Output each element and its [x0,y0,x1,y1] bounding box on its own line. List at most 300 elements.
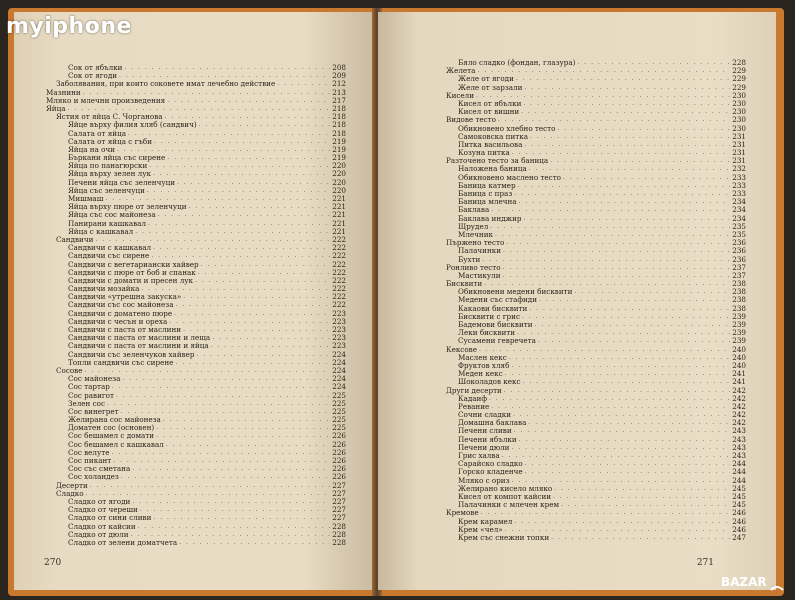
toc-leader-dots [175,301,330,309]
toc-leader-dots [561,501,730,509]
toc-entry-title: Желирано кисело мляко [458,483,553,493]
toc-entry-page: 230 [732,98,746,108]
logo-swoosh-icon [771,587,783,590]
toc-entry-page: 239 [732,328,746,338]
toc-leader-dots [503,264,730,272]
toc-entry-title: Крем «чел» [458,524,503,534]
toc-leader-dots [511,362,730,370]
toc-entry-page: 234 [732,205,746,215]
toc-entry-page: 227 [332,513,346,523]
toc-entry-page: 220 [332,161,346,171]
toc-entry-title: Шоколадов кекс [458,377,521,387]
toc-leader-dots [167,154,330,162]
toc-entry-title: Печени сливи [458,426,512,436]
toc-leader-dots [529,305,730,313]
toc-entry [436,59,746,67]
toc-entry-title: Козуна питка [458,148,510,158]
toc-leader-dots [551,534,730,542]
toc-entry-title: Сос равигот [68,390,114,400]
toc-leader-dots [135,228,330,236]
toc-entry-title: Видове тесто [446,115,496,125]
toc-entry-page: 243 [732,426,746,436]
toc-entry-page: 240 [732,360,746,370]
toc-entry-title: Сладко от дюли [68,529,129,539]
toc-entry-title: Самоковска питка [458,131,528,141]
toc-entry-page: 236 [732,238,746,248]
toc-entry-title: Обикновено хлебно тесто [458,123,556,133]
toc-entry-page: 241 [732,369,746,379]
toc-leader-dots [481,509,730,517]
toc-entry-title: Яйца върху зелен лук [68,169,151,179]
toc-entry-title: Обикновени медени бисквити [458,287,573,297]
toc-entry [46,359,346,367]
toc-leader-dots [516,75,730,83]
toc-entry-title: Бъркани яйца със сирене [68,153,166,163]
toc-entry-title: Горско кладенче [458,467,523,477]
toc-entry-page: 243 [732,442,746,452]
toc-entry-title: Сандвичи с паста от маслини и леща [68,333,211,343]
toc-leader-dots [557,125,730,133]
toc-entry [436,501,746,509]
toc-entry-title: Сладко от зелени доматчета [68,537,178,547]
toc-entry-page: 228 [732,58,746,67]
toc-entry-page: 222 [332,267,346,277]
toc-leader-dots [518,182,730,190]
toc-entry-page: 226 [332,439,346,449]
toc-entry [46,97,346,105]
toc-leader-dots [523,378,730,386]
toc-entry [46,473,346,481]
toc-leader-dots [156,432,330,440]
toc-entry-page: 219 [332,153,346,163]
toc-leader-dots [128,130,330,138]
toc-entry-page: 241 [732,377,746,387]
toc-entry-title: Сос велуте [68,447,110,457]
toc-entry-page: 238 [732,279,746,289]
toc-entry-title: Яйца със сос майонеза [68,210,156,220]
toc-leader-dots [574,288,730,296]
toc-entry-title: Грис халва [458,451,500,460]
toc-entry-page: 245 [732,500,746,510]
toc-entry-page: 238 [732,295,746,305]
toc-leader-dots [175,359,330,367]
toc-entry-page: 240 [732,352,746,362]
toc-leader-dots [479,346,730,354]
toc-entry-title: Зелен сос [68,398,106,408]
toc-leader-dots [504,387,730,395]
toc-entry-title: Желе от ягоди [458,74,514,84]
toc-entry-page: 246 [732,524,746,534]
toc-entry-title: Ревание [458,401,490,411]
toc-leader-dots [153,244,330,252]
toc-entry-page: 244 [732,467,746,477]
toc-entry-page: 234 [732,197,746,207]
toc-entry-page: 225 [332,423,346,433]
toc-entry-title: Сандвичи с домати и пресен лук [68,275,194,285]
toc-entry-page: 242 [732,393,746,403]
toc-entry-page: 218 [332,120,346,130]
toc-entry-page: 221 [332,202,346,212]
toc-entry [436,534,746,542]
toc-entry-page: 229 [732,74,746,84]
toc-entry-title: Баклава [458,205,490,215]
toc-entry-page: 226 [332,456,346,465]
toc-leader-dots [124,64,330,72]
toc-entry-page: 242 [732,385,746,395]
toc-entry-page: 228 [332,521,346,531]
toc-leader-dots [199,121,330,129]
toc-entry-title: Крем карамел [458,516,513,526]
toc-leader-dots [167,97,330,105]
toc-leader-dots [147,187,330,195]
toc-entry-page: 225 [332,398,346,408]
toc-entry-page: 219 [332,144,346,154]
toc-entry-page: 243 [732,434,746,444]
toc-entry-page: 227 [332,480,346,490]
toc-entry-title: Желета [446,66,476,76]
toc-entry-title: Сандвичи с пюре от боб и спанак [68,267,196,277]
toc-entry-title: Сандвичи със сос майонеза [68,300,174,310]
toc-leader-dots [158,211,330,219]
toc-entry-title: Питка васильова [458,139,523,149]
toc-leader-dots [490,223,730,231]
toc-entry-page: 242 [732,401,746,411]
toc-entry-page: 220 [332,169,346,179]
toc-entry-title: Сладко от сини сливи [68,513,152,523]
toc-entry-page: 222 [332,259,346,269]
toc-entry-title: Сладко от ягоди [68,496,131,506]
toc-entry-title: Палачинки с млечен крем [458,500,560,510]
toc-entry-title: Панирани кашкавал [68,218,147,228]
toc-entry-page: 231 [732,148,746,158]
toc-entry-title: Млечник [458,229,494,239]
toc-entry-title: Сос винегрет [68,406,119,416]
toc-entry-title: Домашна баклава [458,418,527,428]
toc-entry-page: 222 [332,275,346,285]
toc-entry-page: 220 [332,185,346,195]
toc-entry-title: Яйца на очи [68,144,116,154]
toc-leader-dots [519,436,730,444]
toc-entry-page: 222 [332,234,346,244]
toc-leader-dots [523,100,730,108]
watermark-text: myiphone [6,14,132,39]
toc-entry-page: 236 [732,246,746,256]
toc-entry-page: 227 [332,488,346,498]
toc-entry-title: Сандвичи с чесън и ореха [68,316,168,326]
toc-leader-dots [513,411,730,419]
toc-leader-dots [524,215,730,223]
toc-entry-page: 235 [732,229,746,239]
toc-entry-page: 244 [732,459,746,469]
toc-entry-title: Топли сандвичи със сирене [68,357,174,367]
toc-entry-page: 224 [332,357,346,367]
toc-entry-title: Маслен кекс [458,352,507,362]
toc-entry-page: 221 [332,226,346,236]
toc-entry-title: Кремове [446,508,479,518]
toc-leader-dots [277,80,330,88]
toc-entry-page: 235 [732,221,746,231]
left-page-number: 270 [44,558,62,568]
toc-leader-dots [174,310,330,318]
toc-entry-title: Какаови бисквити [458,303,528,313]
toc-entry [46,482,346,490]
toc-entry-page: 243 [732,451,746,460]
toc-entry-page: 236 [732,254,746,264]
toc-entry-title: Желе от зарзали [458,82,523,92]
toc-leader-dots [212,334,330,342]
toc-leader-dots [509,354,730,362]
toc-entry-title: Яйце върху филия хляб (сандвич) [68,120,197,130]
toc-leader-dots [563,174,730,182]
toc-entry-page: 217 [332,95,346,105]
toc-leader-dots [514,427,730,435]
toc-entry-title: Яйца върху пюре от зеленчуци [68,202,187,212]
toc-leader-dots [539,296,730,304]
toc-entry-title: Мляко с ориз [458,475,510,485]
toc-entry-title: Заболявания, при които соковете имат лечебно действие [56,79,276,89]
toc-entry-title: Сосове [56,365,83,375]
toc-entry-page: 222 [332,243,346,253]
toc-leader-dots [111,449,330,457]
toc-leader-dots [140,506,330,514]
toc-entry-title: Палачинки [458,246,502,256]
toc-leader-dots [528,419,730,427]
toc-entry-title: Крем със снежни топки [458,532,550,542]
toc-entry-page: 242 [732,410,746,420]
toc-entry-page: 224 [332,374,346,384]
toc-entry-title: Сос бешамел с кашкавал [68,439,164,449]
toc-leader-dots [166,441,330,449]
toc-leader-dots [514,518,730,526]
toc-entry-title: Сладко от череши [68,505,138,515]
toc-entry-title: Пържено тесто [446,238,505,248]
toc-entry-page: 246 [732,508,746,518]
toc-leader-dots [502,452,730,460]
toc-leader-dots [535,321,730,329]
open-book [8,8,784,596]
toc-entry-page: 220 [332,177,346,187]
toc-entry-page: 231 [732,156,746,166]
toc-entry-title: Меден кекс [458,369,503,379]
left-page-contents [46,64,346,547]
toc-entry-page: 239 [732,336,746,346]
toc-entry-title: Баница катмер [458,180,516,190]
toc-entry-title: Сандвичи мозайка [68,284,140,294]
toc-entry-title: Фруктов хляб [458,360,510,370]
toc-entry-page: 231 [732,131,746,141]
toc-entry-title: Печени яйца със зеленчуци [68,177,175,187]
toc-entry-title: Леки бисквити [458,328,516,338]
toc-entry-page: 234 [732,213,746,223]
toc-leader-dots [503,247,730,255]
toc-entry-page: 223 [332,308,346,318]
toc-entry-title: Сандвичи с доматено пюре [68,308,173,318]
toc-entry-page: 221 [332,194,346,203]
toc-entry-title: Баклава инджир [458,213,522,223]
toc-entry-page: 233 [732,180,746,190]
toc-entry-title: Сочни сладки [458,410,512,420]
toc-entry-page: 232 [732,164,746,174]
toc-entry-title: Кадаиф [458,393,487,403]
toc-leader-dots [491,206,730,214]
toc-leader-dots [554,485,730,493]
toc-entry [436,247,746,255]
toc-entry-title: Сос със сметана [68,464,131,474]
toc-entry-title: Сос холандез [68,472,119,482]
toc-entry-page: 226 [332,447,346,457]
toc-entry-page: 237 [732,270,746,280]
toc-entry-page: 227 [332,496,346,506]
toc-leader-dots [132,498,330,506]
toc-entry-title: Салата от яйца [68,128,127,138]
toc-entry-page: 238 [732,287,746,297]
toc-entry-title: Медени със стафиди [458,295,537,305]
toc-entry-title: Кексове [446,344,477,354]
toc-entry-title: Сандвичи [56,234,94,244]
toc-leader-dots [116,392,330,400]
toc-entry-title: Сос тартар [68,382,110,392]
toc-entry-title: Сандвичи със зеленчуков хайвер [68,349,195,359]
toc-entry-title: Сос майонеза [68,374,121,384]
toc-entry-title: Разточено тесто за баница [446,156,549,166]
toc-entry-title: Кисел от ябълки [458,98,522,108]
toc-entry [436,272,746,280]
toc-entry [436,337,746,345]
right-page-contents [436,59,746,542]
toc-entry-title: Сандвичи с паста от маслини [68,325,182,334]
toc-leader-dots [482,256,730,264]
toc-leader-dots [90,482,330,490]
toc-entry-title: Кисел от компот кайсии [458,491,552,501]
toc-leader-dots [519,198,730,206]
toc-leader-dots [177,179,330,187]
toc-leader-dots [525,468,730,476]
toc-leader-dots [148,220,330,228]
toc-entry-title: Сладко от кайсии [68,521,136,531]
toc-entry-title: Сос бешамел с домати [68,431,155,441]
toc-entry-page: 218 [332,103,346,113]
toc-leader-dots [169,318,330,326]
toc-leader-dots [489,395,730,403]
toc-entry-title: Сарайско сладко [458,459,523,469]
toc-leader-dots [113,457,330,465]
toc-entry-page: 245 [732,491,746,501]
toc-entry-page: 223 [332,341,346,351]
left-page [14,12,376,590]
toc-entry-page: 225 [332,415,346,425]
toc-entry-page: 222 [332,300,346,310]
toc-entry-page: 230 [732,107,746,117]
toc-entry-title: Баница с праз [458,189,513,198]
toc-leader-dots [149,162,330,170]
toc-entry-page: 224 [332,349,346,359]
toc-leader-dots [198,269,330,277]
toc-leader-dots [156,424,330,432]
toc-entry-page: 242 [732,418,746,428]
toc-entry-title: Сандвичи с паста от маслини и яйца [68,341,209,351]
toc-entry-page: 233 [732,172,746,182]
toc-entry-page: 208 [332,63,346,72]
right-page [378,12,776,590]
toc-leader-dots [153,170,330,178]
toc-entry-title: Кисели [446,90,474,100]
toc-leader-dots [197,351,330,359]
toc-entry-title: Кисел от вишни [458,107,520,117]
toc-leader-dots [511,444,730,452]
toc-leader-dots [506,239,730,247]
toc-entry-title: Щрудел [458,221,489,231]
toc-entry-page: 213 [332,87,346,97]
toc-entry-title: Сандвичи «утрешна закуска» [68,292,182,302]
toc-entry-title: Сок от ябълки [68,63,123,72]
toc-entry-page: 229 [732,82,746,92]
toc-leader-dots [505,370,730,378]
toc-entry-title: Десерти [56,480,88,490]
toc-entry-page: 230 [732,115,746,125]
toc-leader-dots [189,203,330,211]
toc-entry [436,84,746,92]
toc-leader-dots [538,337,730,345]
toc-leader-dots [525,460,730,468]
toc-entry-page: 247 [732,532,746,542]
toc-entry-title: Мазнини [46,87,81,97]
toc-entry-page: 240 [732,344,746,354]
toc-entry-page: 229 [732,66,746,76]
right-page-number: 271 [696,558,714,568]
toc-entry-title: Сос пикант [68,456,112,465]
toc-entry-title: Мляко и млечни произведения [46,95,166,105]
toc-entry-page: 228 [332,537,346,547]
toc-leader-dots [524,84,730,92]
toc-leader-dots [112,383,330,391]
toc-entry-page: 225 [332,390,346,400]
toc-entry-title: Наложена баница [458,164,527,174]
toc-entry-title: Бяло сладко (фондан, глазура) [458,58,576,67]
toc-entry-title: Печени дюли [458,442,510,452]
toc-entry-page: 244 [732,475,746,485]
toc-entry-page: 230 [732,90,746,100]
toc-entry-title: Сандвичи със сирене [68,251,150,261]
toc-entry-title: Бухти [458,254,481,264]
toc-leader-dots [524,141,730,149]
toc-entry-title: Сладко [56,488,84,498]
toc-entry-title: Сандвичи с вегетариански хайвер [68,259,199,269]
toc-entry-page: 224 [332,382,346,392]
toc-entry-title: Ястия от яйца С. Чорганова [56,112,163,122]
toc-leader-dots [522,313,730,321]
toc-entry-title: Яйца по панагюрски [68,161,148,171]
toc-leader-dots [495,231,730,239]
toc-leader-dots [521,108,730,116]
toc-entry-title: Ронливо тесто [446,262,501,272]
toc-entry-page: 218 [332,112,346,122]
toc-leader-dots [517,329,730,337]
toc-entry-page: 225 [332,406,346,416]
toc-leader-dots [195,277,330,285]
toc-entry-title: Яйца с кашкавал [68,226,134,236]
toc-entry-title: Мастикули [458,270,501,280]
toc-entry-page: 230 [732,123,746,133]
bazar-logo-text: BAZAR [721,575,767,589]
toc-entry-page: 222 [332,251,346,261]
toc-entry-title: Сок от ягоди [68,71,118,81]
toc-leader-dots [84,367,330,375]
toc-entry-page: 223 [332,333,346,343]
toc-entry-page: 212 [332,79,346,89]
toc-entry-title: Печени ябълки [458,434,517,444]
toc-leader-dots [132,465,330,473]
toc-entry-page: 237 [732,262,746,272]
